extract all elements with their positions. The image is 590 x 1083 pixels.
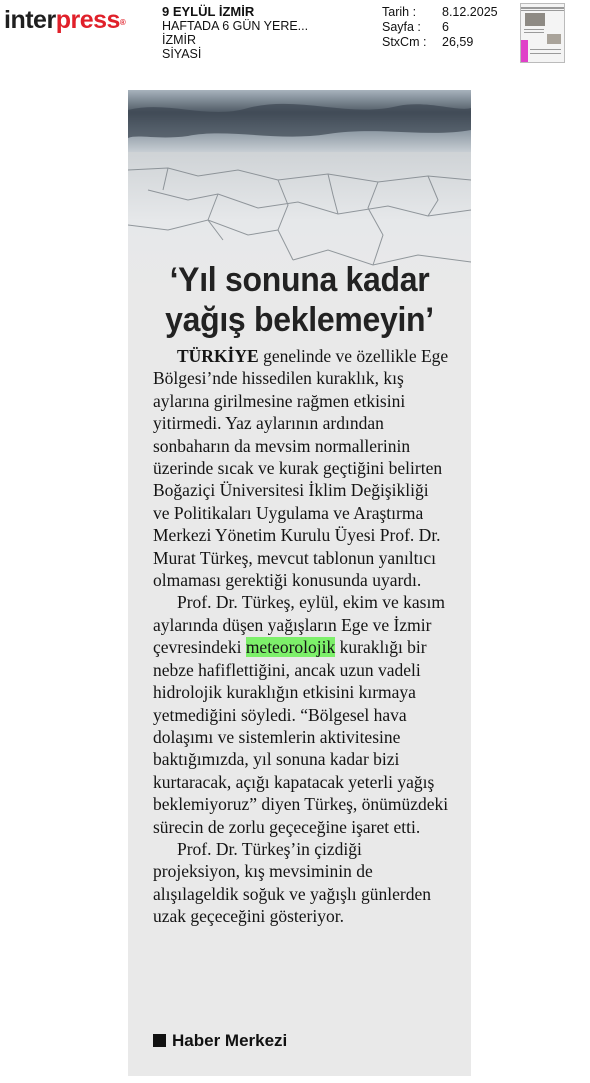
logo-text-inter: inter: [4, 6, 56, 34]
highlight-marker: [521, 40, 528, 62]
headline-line-1: ‘Yıl sonuna kadar: [169, 261, 430, 299]
page-thumbnail[interactable]: [520, 3, 565, 63]
publication-city: İZMİR: [162, 33, 197, 47]
paragraph-2-text-start: Prof. Dr. Türkeş, eylül, ekim ve kasım aylarında düşen yağışların Ege ve İzmir çevresindeki: [153, 592, 445, 658]
publication-name: 9 EYLÜL İZMİR: [162, 4, 255, 19]
paragraph-2: [153, 591, 449, 837]
date-label: Tarih :: [382, 5, 417, 19]
paragraph-1: [153, 345, 449, 591]
page-value: 6: [442, 20, 449, 34]
logo-text-press: press: [55, 6, 120, 34]
byline-text: Haber Merkezi: [172, 1031, 288, 1050]
size-label: StxCm :: [382, 35, 427, 49]
article-body: [153, 345, 449, 928]
byline: [153, 1031, 287, 1051]
square-bullet-icon: [153, 1034, 166, 1047]
page-label: Sayfa :: [382, 20, 421, 34]
registered-mark: ®: [119, 18, 126, 27]
clip-metadata: [382, 5, 498, 50]
paragraph-1-text: genelinde ve özellikle Ege Bölgesi’nde hissedilen kuraklık, kış aylarına girilmesine rağmen etkisini yitirmedi. Yaz aylarının ardından sonbaharın da mevsim normallerinin üzerinde sıcak ve kurak geçtiğini belirten Boğaziçi Üniversitesi İklim Değişikliği ve Politikaları Uygulama ve Araştırma Merkezi Yönetim Kurulu Üyesi Prof. Dr. Murat Türkeş, mevcut tablonun yanıltıcı olmaması gerektiği konusunda uyardı.: [153, 346, 449, 591]
publication-frequency: HAFTADA 6 GÜN YERE...: [162, 19, 309, 33]
article-clipping: [128, 90, 471, 1076]
paragraph-3: Prof. Dr. Türkeş’in çizdiği projeksiyon, kış mevsiminin de alışılageldik soğuk ve yağışlı günlerden uzak geçeceğini gösteriyor.: [153, 838, 432, 927]
lead-word: TÜRKİYE: [177, 346, 259, 366]
highlighted-keyword: meteorolojik: [245, 637, 336, 658]
headline-line-2: yağış beklemeyin’: [165, 301, 434, 339]
publication-info: [162, 5, 308, 61]
size-value: 26,59: [442, 35, 474, 49]
interpress-logo: [4, 6, 125, 34]
paragraph-2-text-end: kuraklığı bir nebze hafiflettiğini, ancak uzun vadeli hidrolojik kuraklığın etkisini kırmaya yetmediğini söyledi. “Bölgesel hava dolaşımı ve sistemlerin aktivitesine baktığımızda, yıl sonuna kadar bizi kurtaracak, açığı kapatacak yeterli yağış beklemiyoruz” diyen Türkeş, önümüzdeki sürecin de zorlu geçeceğine işaret etti.: [153, 637, 449, 837]
article-headline: [138, 260, 460, 340]
publication-category: SİYASİ: [162, 47, 202, 61]
date-value: 8.12.2025: [442, 5, 498, 19]
